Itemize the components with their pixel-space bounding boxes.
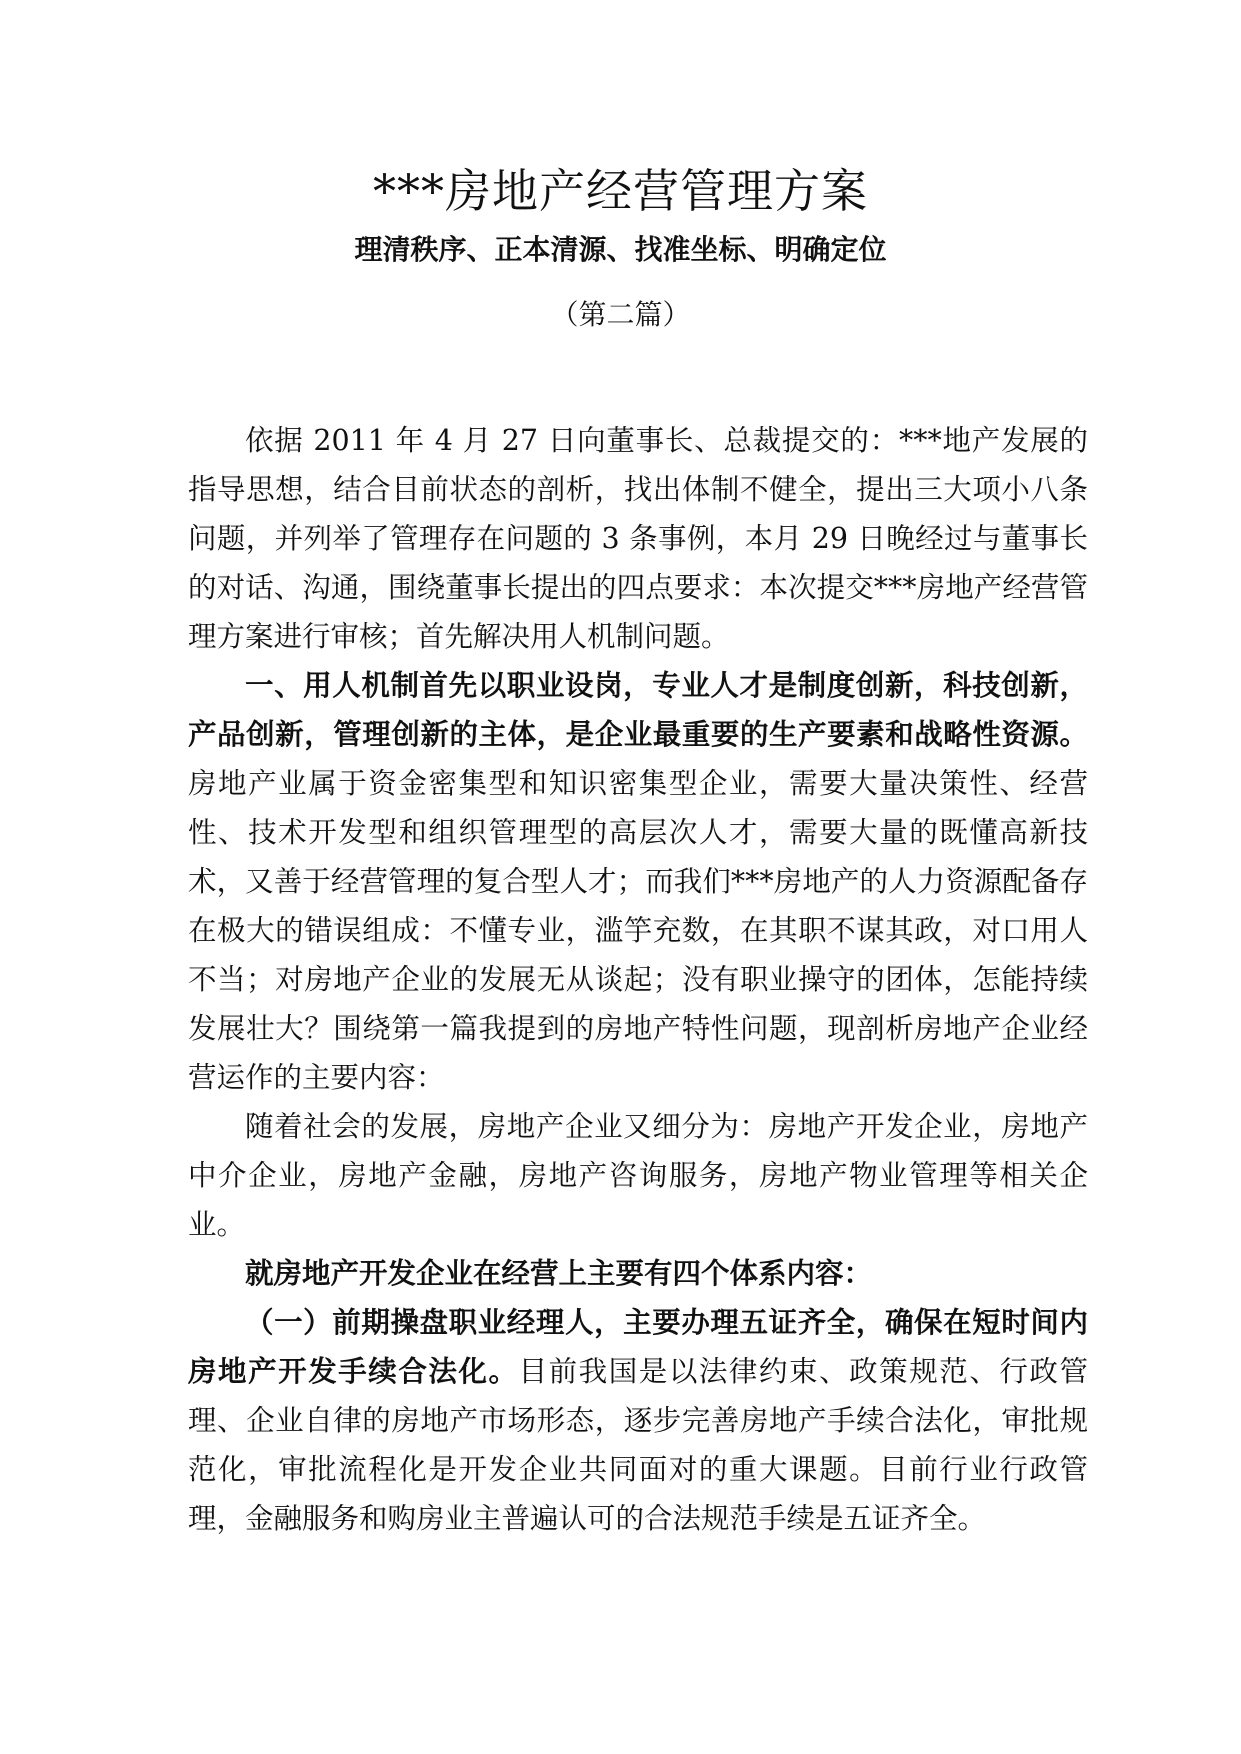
paragraph-4-lead: 就房地产开发企业在经营上主要有四个体系内容： (245, 1256, 873, 1290)
document-body (188, 416, 1088, 1543)
paragraph-1 (188, 416, 1088, 661)
part-label: （第二篇） (550, 298, 691, 331)
paragraph-2-lead: 一、用人机制首先以职业设岗，专业人才是制度创新，科技创新，产品创新，管理创新的主体，是企业最重要的生产要素和战略性资源。 (188, 668, 1088, 751)
paragraph-1-text: 依据 2011 年 4 月 27 日向董事长、总裁提交的：***地产发展的指导思想，结合目前状态的剖析，找出体制不健全，提出三大项小八条问题，并列举了管理存在问题的 3 条事例，本月 29 日晚经过与董事长的对话、沟通，围绕董事长提出的四点要求：本次提交***房地产经营管理方案进行审核；首先解决用人机制问题。 (188, 424, 1088, 653)
paragraph-4 (188, 1249, 1088, 1298)
paragraph-5-lead: （一）前期操盘职业经理人，主要办理五证齐全，确保在短时间内房地产开发手续合法化。 (188, 1305, 1088, 1388)
paragraph-5-text: 目前我国是以法律约束、政策规范、行政管理、企业自律的房地产市场形态，逐步完善房地产手续合法化，审批规范化，审批流程化是开发企业共同面对的重大课题。目前行业行政管理，金融服务和购房业主普遍认可的合法规范手续是五证齐全。 (188, 1355, 1088, 1535)
paragraph-5 (188, 1298, 1088, 1543)
document-title: ***房地产经营管理方案 (373, 164, 868, 218)
paragraph-3-text: 随着社会的发展，房地产企业又细分为：房地产开发企业，房地产中介企业，房地产金融，房地产咨询服务，房地产物业管理等相关企业。 (188, 1110, 1088, 1241)
paragraph-2 (188, 661, 1088, 1102)
document-subtitle: 理清秩序、正本清源、找准坐标、明确定位 (354, 233, 887, 266)
paragraph-3 (188, 1102, 1088, 1249)
paragraph-2-text: 房地产业属于资金密集型和知识密集型企业，需要大量决策性、经营性、技术开发型和组织管理型的高层次人才，需要大量的既懂高新技术，又善于经营管理的复合型人才；而我们***房地产的人力资源配备存在极大的错误组成：不懂专业，滥竽充数，在其职不谋其政，对口用人不当；对房地产企业的发展无从谈起；没有职业操守的团体，怎能持续发展壮大？围绕第一篇我提到的房地产特性问题，现剖析房地产企业经营运作的主要内容： (188, 767, 1088, 1094)
